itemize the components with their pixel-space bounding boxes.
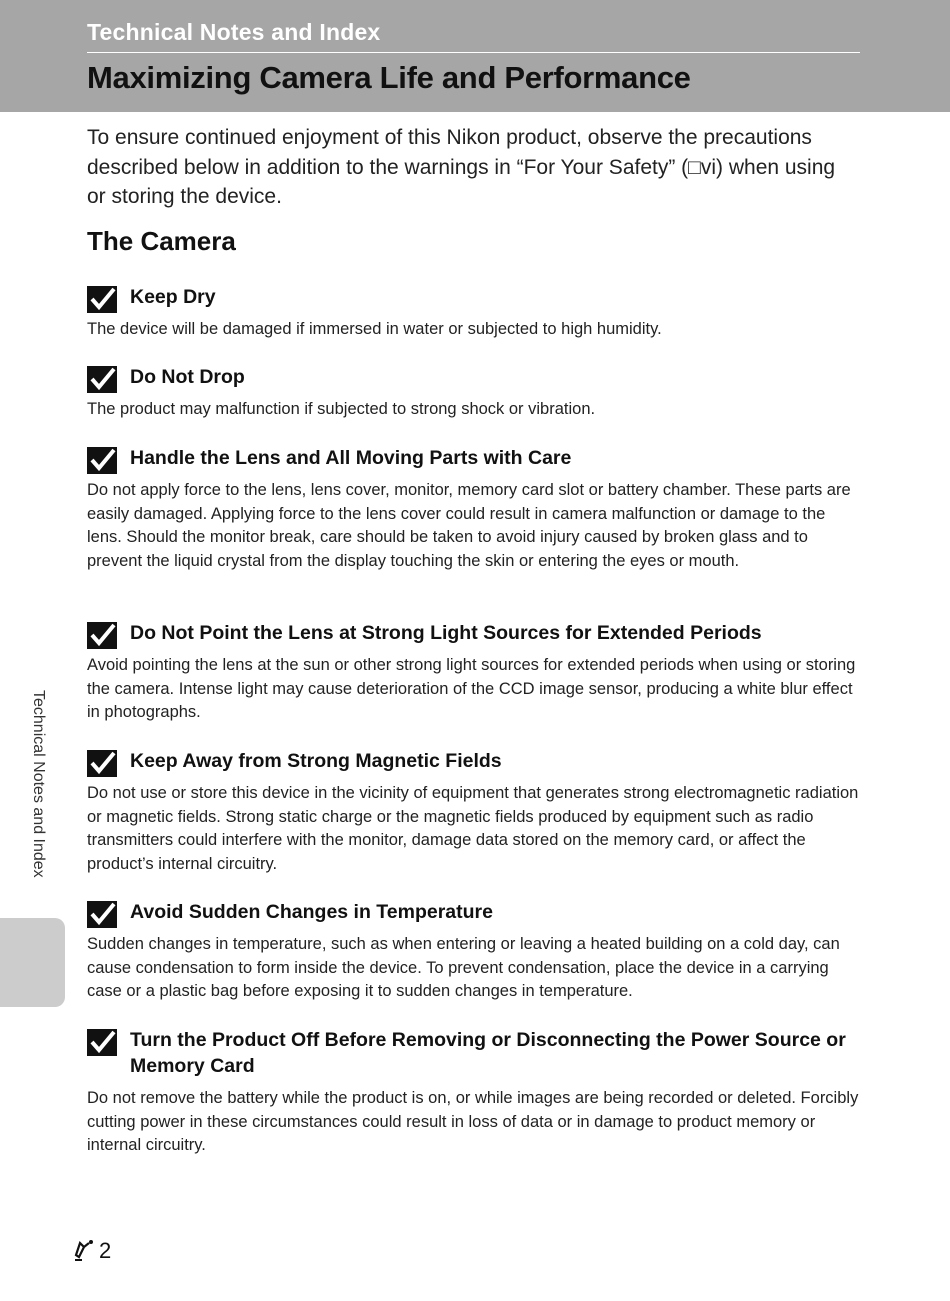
precaution-body: Do not remove the battery while the product is on, or while images are being recorded or deleted. Forcibly cutting power in these circumstances could result in loss of data or in damage to product memory or internal circuitry. [87,1089,859,1155]
side-tab [0,918,65,1007]
precaution-title: Handle the Lens and All Moving Parts with Care [130,447,572,469]
section-heading: The Camera [87,226,236,256]
precaution-body: The device will be damaged if immersed in water or subjected to high humidity. [87,320,662,338]
page-number [73,1238,111,1264]
precaution-header [87,445,859,471]
section-name: Technical Notes and Index [87,19,381,45]
precaution-do-not-drop [87,364,859,422]
precaution-body: Sudden changes in temperature, such as when entering or leaving a heated building on a cold day, can cause condensation to form inside the device. To prevent condensation, place the device in a carrying case or a plastic bag before exposing it to sudden changes in temperature. [87,935,840,1001]
precaution-title: Keep Away from Strong Magnetic Fields [130,750,502,772]
precaution-title: Keep Dry [130,286,216,308]
page-number-text: 2 [99,1238,112,1263]
precaution-title: Turn the Product Off Before Removing or Disconnecting the Power Source or Memory Card [130,1029,846,1077]
precaution-header [87,620,859,646]
precaution-body: Do not use or store this device in the vicinity of equipment that generates strong electromagnetic radiation or magnetic fields. Strong static charge or the magnetic fields produced by equipment such as radio transmitters could interfere with the monitor, damage data stored on the memory card, or affect the product’s internal circuitry. [87,784,859,873]
tech-notes-icon [73,1238,97,1264]
precaution-title: Do Not Point the Lens at Strong Light Sources for Extended Periods [130,622,762,644]
precaution-power-off [87,1027,859,1158]
intro-paragraph: To ensure continued enjoyment of this Nikon product, observe the precautions described below in addition to the warnings in “For Your Safety” (□vi) when using or storing the device. [87,126,836,208]
check-box-icon [87,286,117,313]
precaution-title: Avoid Sudden Changes in Temperature [130,901,493,923]
precaution-header [87,284,859,310]
side-tab-label: Technical Notes and Index [30,690,47,878]
precaution-header [87,899,859,925]
precaution-title: Do Not Drop [130,366,245,388]
precaution-body: Avoid pointing the lens at the sun or other strong light sources for extended periods when using or storing the camera. Intense light may cause deterioration of the CCD image sensor, producing a white blur effect in photographs. [87,656,856,722]
page-header [0,0,950,112]
header-rule [87,52,860,53]
precaution-header [87,748,859,774]
page-title: Maximizing Camera Life and Performance [87,60,691,95]
precaution-magnetic-fields [87,748,859,876]
precaution-strong-light [87,620,859,725]
precaution-header [87,1027,859,1079]
precaution-keep-dry [87,284,859,342]
check-box-icon [87,1029,117,1056]
precaution-body: The product may malfunction if subjected to strong shock or vibration. [87,400,596,418]
precaution-handle-lens [87,445,859,573]
check-box-icon [87,622,117,649]
check-box-icon [87,447,117,474]
check-box-icon [87,750,117,777]
precaution-temperature [87,899,859,1004]
check-box-icon [87,901,117,928]
precaution-body: Do not apply force to the lens, lens cover, monitor, memory card slot or battery chamber. These parts are easily damaged. Applying force to the lens cover could result in camera malfunction or damage to the lens. Should the monitor break, care should be taken to avoid injury caused by broken glass and to prevent the liquid crystal from the display touching the skin or entering the eyes or mouth. [87,481,851,570]
check-box-icon [87,366,117,393]
precaution-header [87,364,859,390]
